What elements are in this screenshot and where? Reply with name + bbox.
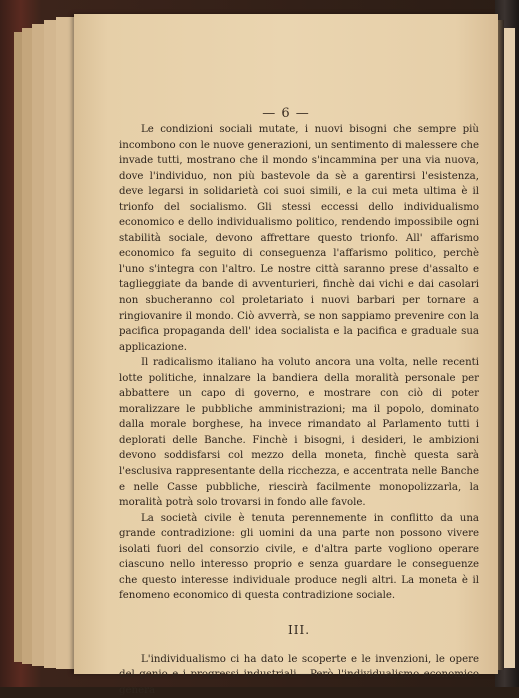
paragraph: Il radicalismo italiano ha voluto ancora una volta, nelle recenti lotte politiche, innalzare la bandiera della moralità personale per abbattere un capo di governo, e mostrare con ciò di poter moralizzare le pubbliche amministrazioni; ma il popolo, dominato dalla morale borghese, ha invece rimandato al Parlamento tutti i deplorati delle Banche. Finchè i bisogni, i desideri, le ambizioni devono soddisfarsi col mezzo della moneta, finchè questa sarà l'esclusiva rappresentante della ricchezza, e accentrata nelle Banche e nelle Casse pubbliche, riescirà facilmente monopolizzarla, la moralità potrà solo trovarsi in fondo alle favole.	[119, 355, 479, 510]
paragraph: L'individualismo ci ha dato le scoperte e le invenzioni, le opere del genio e i progressi industriali.—Però l'individualismo economico genera	[119, 652, 479, 698]
facing-page-edge	[504, 28, 515, 668]
page-number: — 6 —	[74, 106, 498, 121]
page-edge	[56, 17, 75, 669]
page-body	[119, 122, 479, 698]
section-heading: III.	[119, 623, 479, 639]
book-page	[74, 14, 498, 674]
paragraph: Le condizioni sociali mutate, i nuovi bisogni che sempre più incombono con le nuove generazioni, un sentimento di malessere che invade tutti, mostrano che il mondo s'incammina per una via nuova, dove l'individuo, non più bastevole da sè a garentirsi l'esistenza, deve legarsi in solidarietà coi suoi simili, e la cui meta ultima è il trionfo del socialismo. Gli stessi eccessi dello individualismo economico e dello individualismo politico, rendendo impossibile ogni stabilità sociale, devono affrettare questo trionfo. All' affarismo economico fa seguito di conseguenza l'affarismo politico, perchè l'uno s'integra con l'altro. Le nostre città saranno prese d'assalto e taglieggiate da bande di avventurieri, finchè dai vichi e dai casolari non sbucheranno col proletariato i nuovi barbari per tornare a ringiovanire il mondo. Ciò avverrà, se non sappiamo prevenire con la pacifica propaganda dell' idea socialista e la pacifica e graduale sua applicazione.	[119, 122, 479, 355]
paragraph: La società civile è tenuta perennemente in conflitto da una grande contradizione: gli uomini da una parte non possono vivere isolati fuori del consorzio civile, e d'altra parte vogliono operare ciascuno nello interesso proprio e senza guardare le conseguenze che questo interesse individuale produce negli altri. La moneta è il fenomeno economico di questa contradizione sociale.	[119, 511, 479, 604]
